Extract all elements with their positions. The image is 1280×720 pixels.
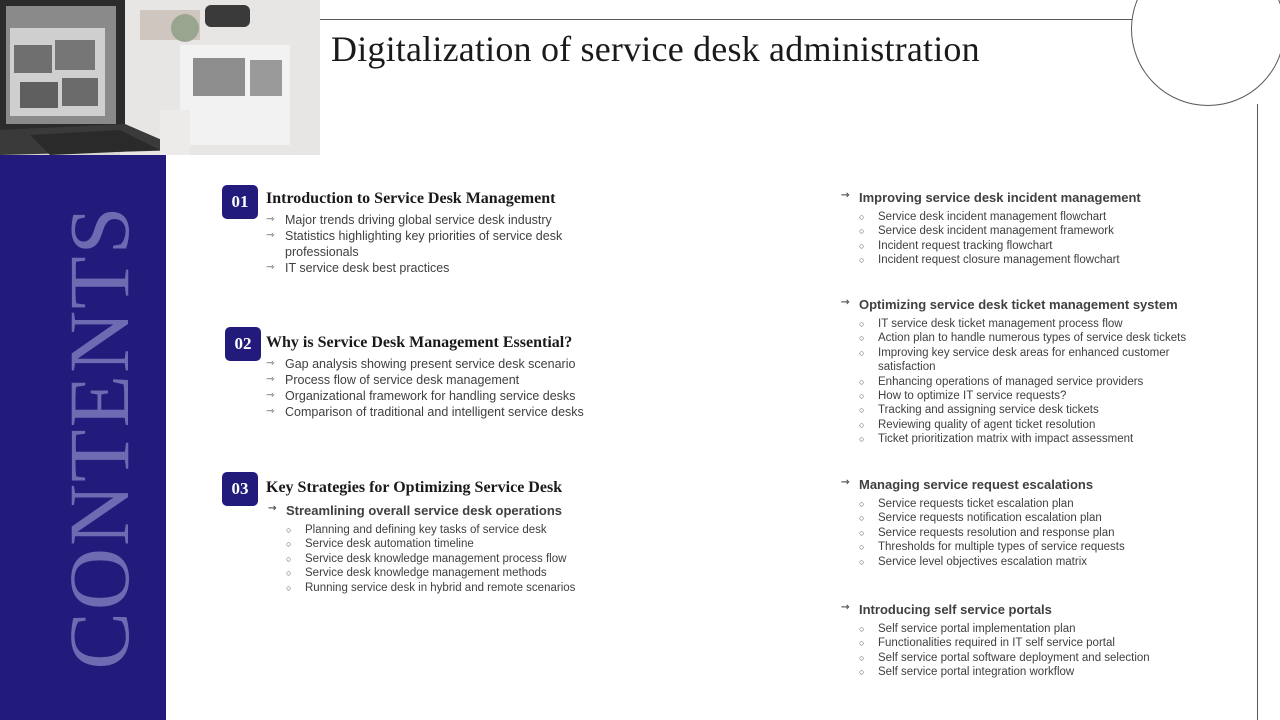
top-divider [320,19,1158,20]
list-item: ○ Service requests notification escalation plan [859,512,1102,525]
list-item: ⇾ Process flow of service desk management [266,373,520,387]
arrow-bullet-icon: ⇾ [841,190,850,201]
section-number-badge: 02 [225,327,261,361]
list-item: ○ Enhancing operations of managed service providers [859,375,1144,388]
circle-bullet-icon: ○ [286,582,292,593]
circle-bullet-icon: ○ [859,434,865,445]
list-item: ○ Service desk incident management framework [859,225,1114,238]
circle-bullet-icon: ○ [286,568,292,579]
arrow-bullet-icon: ⇾ [266,390,275,401]
subsection-items [286,523,626,595]
arrow-bullet-icon: ⇾ [266,374,275,385]
list-item: ○ Incident request closure management flowchart [859,254,1120,267]
list-item: ○ Service desk automation timeline [286,538,474,551]
list-item: ⇾ Comparison of traditional and intelligent service desks [266,405,584,419]
header-photo [0,0,320,155]
arrow-bullet-icon: ⇾ [266,406,275,417]
page-title: Digitalization of service desk administration [331,29,980,69]
group-items [859,210,1239,268]
list-item: ○ Ticket prioritization matrix with impact assessment [859,433,1134,446]
arrow-bullet-icon: ⇾ [266,214,275,225]
laptop-photo-illustration [0,0,320,155]
section-points [266,212,566,276]
list-item: ○ Incident request tracking flowchart [859,239,1053,252]
list-item: ⇾ Major trends driving global service desk industry [266,213,552,227]
circle-bullet-icon: ○ [859,419,865,430]
group-heading: ⇾ Optimizing service desk ticket management system [841,297,1178,312]
right-divider [1257,104,1258,720]
circle-bullet-icon: ○ [859,376,865,387]
subsection-heading: ⇾ Streamlining overall service desk operations [268,503,563,518]
list-item: ○ Running service desk in hybrid and remote scenarios [286,581,576,594]
list-item: ○ Reviewing quality of agent ticket resolution [859,418,1096,431]
circle-bullet-icon: ○ [859,391,865,402]
circle-bullet-icon: ○ [859,542,865,553]
arrow-bullet-icon: ⇾ [266,358,275,369]
circle-bullet-icon: ○ [859,527,865,538]
list-item: ○ Self service portal integration workflow [859,666,1075,679]
circle-bullet-icon: ○ [859,405,865,416]
circle-bullet-icon: ○ [859,212,865,222]
list-item: ○ Service desk knowledge management process flow [286,552,567,565]
arrow-bullet-icon: ⇾ [266,230,275,241]
list-item: ○ Service desk incident management flowchart [859,211,1107,223]
circle-bullet-icon: ○ [859,638,865,649]
circle-bullet-icon: ○ [859,333,865,344]
list-item: ○ Self service portal implementation plan [859,623,1076,635]
list-item: ○ Service level objectives escalation matrix [859,555,1088,568]
section-points [266,356,626,420]
circle-bullet-icon: ○ [859,226,865,237]
list-item: ○ Improving key service desk areas for enhanced customer satisfaction [859,346,1170,374]
group-items [859,622,1239,680]
decorative-circle [1131,0,1280,106]
section-title: Key Strategies for Optimizing Service Desk [266,479,563,496]
list-item: ⇾ Organizational framework for handling service desks [266,389,576,403]
list-item: ⇾ Gap analysis showing present service desk scenario [266,357,576,371]
arrow-bullet-icon: ⇾ [266,262,275,273]
circle-bullet-icon: ○ [286,553,292,564]
circle-bullet-icon: ○ [859,255,865,266]
section-number-badge: 03 [222,472,258,506]
contents-word-text: CONTENTS [51,204,147,670]
arrow-bullet-icon: ⇾ [268,503,277,514]
circle-bullet-icon: ○ [859,624,865,634]
group-items [859,317,1209,447]
group-heading: ⇾ Managing service request escalations [841,477,1094,492]
circle-bullet-icon: ○ [859,319,865,329]
circle-bullet-icon: ○ [859,499,865,509]
circle-bullet-icon: ○ [859,667,865,678]
list-item: ○ Service requests resolution and response plan [859,526,1115,539]
list-item: ○ Service desk knowledge management methods [286,567,547,580]
section-number-badge: 01 [222,185,258,219]
list-item: ○ Self service portal software deployment and selection [859,651,1150,664]
group-heading: ⇾ Introducing self service portals [841,602,1052,617]
list-item: ○ Action plan to handle numerous types of service desk tickets [859,332,1187,345]
list-item: ○ IT service desk ticket management process flow [859,318,1123,330]
circle-bullet-icon: ○ [859,652,865,663]
list-item: ○ Service requests ticket escalation plan [859,498,1074,510]
list-item: ○ Functionalities required in IT self service portal [859,637,1115,650]
circle-bullet-icon: ○ [859,240,865,251]
list-item: ○ How to optimize IT service requests? [859,390,1067,403]
arrow-bullet-icon: ⇾ [841,602,850,613]
arrow-bullet-icon: ⇾ [841,297,850,308]
list-item: ⇾ IT service desk best practices [266,261,450,275]
group-items [859,497,1239,569]
section-title: Introduction to Service Desk Management [266,190,556,207]
contents-vertical-word [0,155,166,720]
group-heading: ⇾ Improving service desk incident management [841,190,1141,205]
arrow-bullet-icon: ⇾ [841,477,850,488]
list-item: ○ Thresholds for multiple types of service requests [859,541,1125,554]
circle-bullet-icon: ○ [859,513,865,524]
circle-bullet-icon: ○ [286,539,292,550]
circle-bullet-icon: ○ [286,525,292,535]
circle-bullet-icon: ○ [859,347,865,358]
section-title: Why is Service Desk Management Essential? [266,334,573,351]
circle-bullet-icon: ○ [859,556,865,567]
list-item: ○ Tracking and assigning service desk tickets [859,404,1099,417]
list-item: ○ Planning and defining key tasks of service desk [286,524,547,536]
list-item: ⇾ Statistics highlighting key priorities of service desk professionals [266,229,563,259]
